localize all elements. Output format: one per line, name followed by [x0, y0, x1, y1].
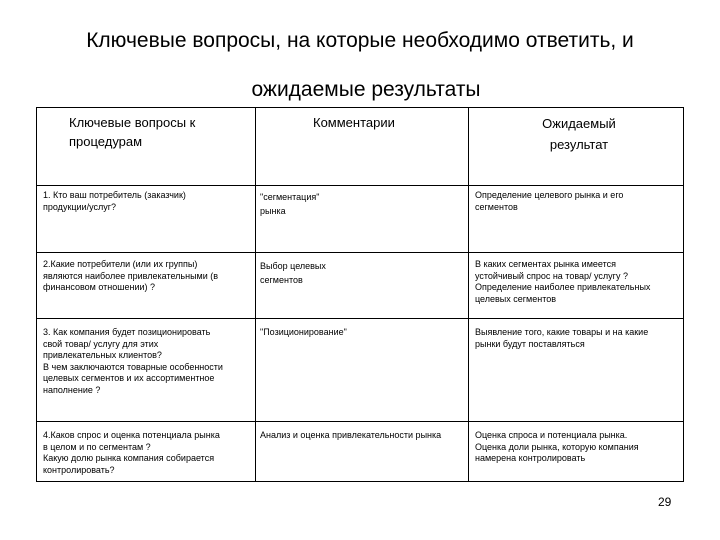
table-row-3-comment: "Позиционирование": [260, 327, 347, 337]
header-key-questions: Ключевые вопросы к процедурам: [69, 115, 196, 149]
table-row-3-result: Выявление того, какие товары и на какие рынки будут поставляться: [475, 327, 649, 349]
table-row-2-question: 2.Какие потребители (или их группы) являются наиболее привлекательными (в финансовом отношении) ?: [43, 259, 219, 292]
page-title-line-1: Ключевые вопросы, на которые необходимо ответить, и: [86, 29, 634, 52]
row-divider: [37, 185, 683, 186]
questions-table: [36, 107, 684, 482]
table-row-1-result: Определение целевого рынка и его сегментов: [475, 190, 624, 212]
table-row-4-result: Оценка спроса и потенциала рынка. Оценка доли рынка, которую компания намерена контролировать: [475, 430, 639, 463]
column-divider: [255, 108, 256, 481]
header-expected-result: Ожидаемый результат: [542, 116, 616, 152]
table-row-1-question: 1. Кто ваш потребитель (заказчик) продукции/услуг?: [43, 190, 186, 212]
table-row-1-comment: "сегментация" рынка: [260, 192, 320, 216]
table-row-4-question: 4.Каков спрос и оценка потенциала рынка в целом и по сегментам ? Какую долю рынка компания собирается контролировать?: [43, 430, 220, 475]
table-row-2-comment: Выбор целевых сегментов: [260, 261, 326, 285]
table-row-4-comment: Анализ и оценка привлекательности рынка: [260, 430, 442, 440]
page-number: 29: [658, 495, 672, 509]
table-row-3-question: 3. Как компания будет позиционировать свой товар/ услугу для этих привлекательных клиентов? В чем заключаются товарные особенности целевых сегментов и их ассортиментное наполнение ?: [43, 327, 223, 395]
table-row-2-result: В каких сегментах рынка имеется устойчивый спрос на товар/ услугу ? Определение наиболее привлекательных целевых сегментов: [475, 259, 651, 304]
row-divider: [37, 252, 683, 253]
column-divider: [468, 108, 469, 481]
page-title-line-2: ожидаемые результаты: [251, 78, 481, 101]
row-divider: [37, 421, 683, 422]
header-comments: Комментарии: [313, 115, 395, 130]
row-divider: [37, 318, 683, 319]
